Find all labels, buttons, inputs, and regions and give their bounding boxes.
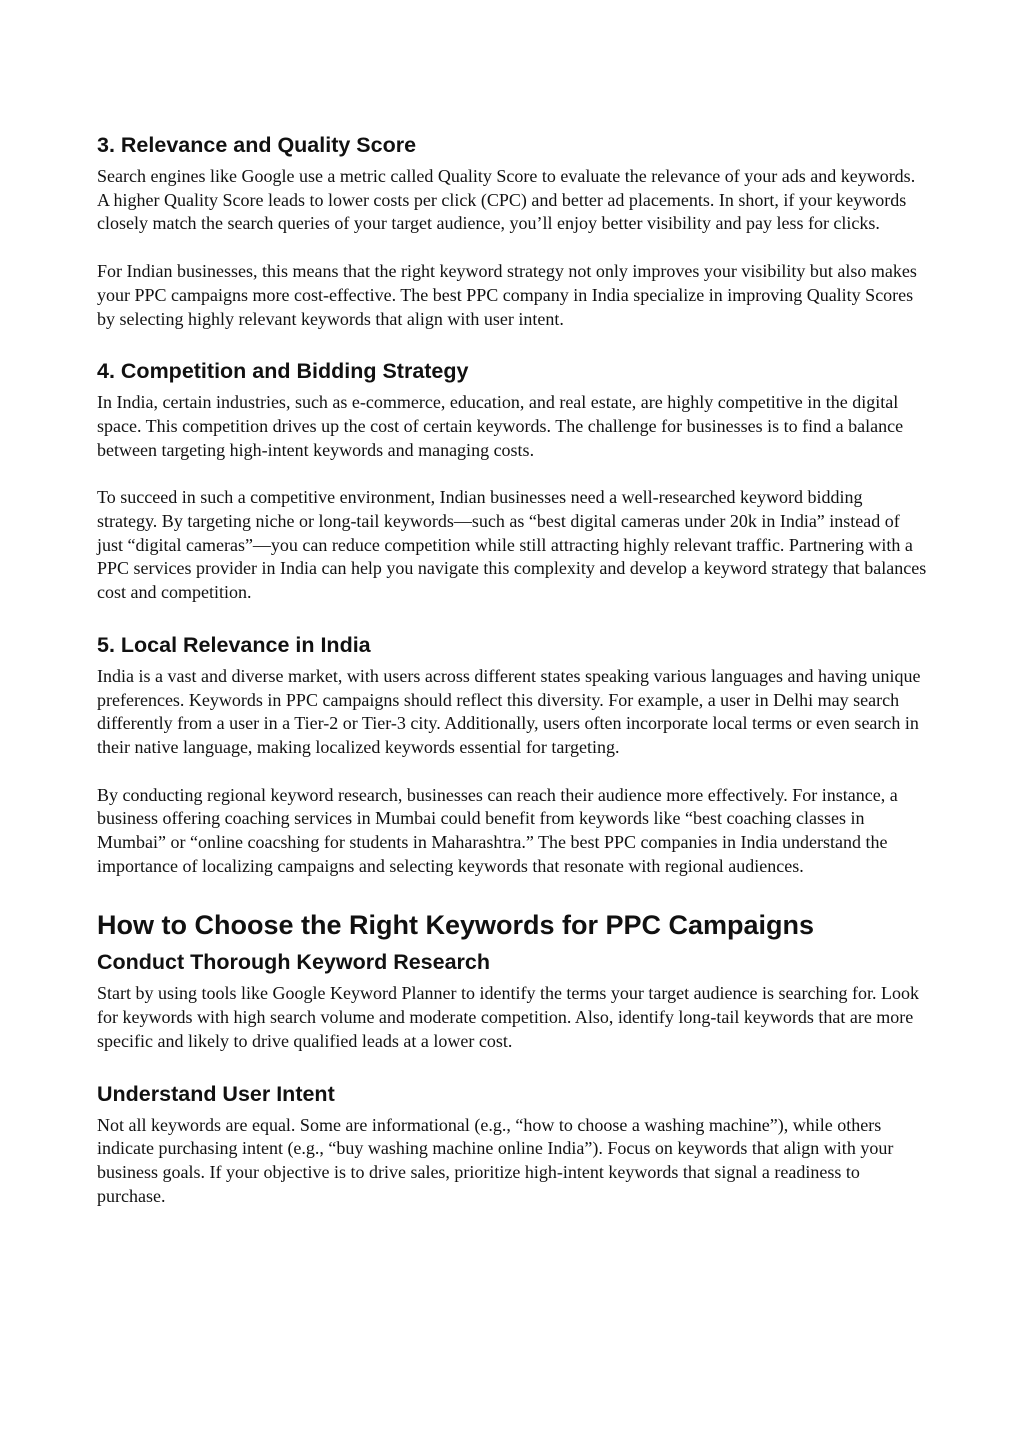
subsection-heading-keyword-research: Conduct Thorough Keyword Research <box>97 950 491 975</box>
paragraph: Start by using tools like Google Keyword Planner to identify the terms your target audience is searching for. Look for keywords with high search volume and moderate competition. Also, identify long-tail keywords that are more specific and likely to drive qualified leads at a lower cost. <box>97 983 919 1051</box>
paragraph: By conducting regional keyword research, businesses can reach their audience more effectively. For instance, a business offering coaching services in Mumbai could benefit from keywords like “best coaching classes in Mumbai” or “online coacshing for students in Maharashtra.” The best PPC companies in India understand the importance of localizing campaigns and selecting keywords that resonate with regional audiences. <box>97 784 898 876</box>
paragraph: For Indian businesses, this means that the right keyword strategy not only improves your visibility but also makes your PPC campaigns more cost-effective. The best PPC company in India specialize in improving Quality Scores by selecting highly relevant keywords that align with user intent. <box>97 261 917 329</box>
main-heading: How to Choose the Right Keywords for PPC Campaigns <box>97 910 815 941</box>
paragraph: India is a vast and diverse market, with users across different states speaking various languages and having unique preferences. Keywords in PPC campaigns should reflect this diversity. For example, a user in Delhi may search differently from a user in a Tier-2 or Tier-3 city. Additionally, users often incorporate local terms or even search in their native language, making localized keywords essential for targeting. <box>97 665 921 757</box>
document-page <box>97 131 927 1208</box>
section-heading-quality-score: 3. Relevance and Quality Score <box>97 133 417 157</box>
paragraph: Search engines like Google use a metric called Quality Score to evaluate the relevance of your ads and keywords. A higher Quality Score leads to lower costs per click (CPC) and better ad placements. In short, if your keywords closely match the search queries of your target audience, you’ll enjoy better visibility and pay less for clicks. <box>97 166 916 234</box>
section-heading-competition: 4. Competition and Bidding Strategy <box>97 359 469 384</box>
section-heading-local-relevance: 5. Local Relevance in India <box>97 632 371 657</box>
subsection-heading-user-intent: Understand User Intent <box>97 1081 335 1106</box>
paragraph: In India, certain industries, such as e-commerce, education, and real estate, are highly competitive in the digital space. This competition drives up the cost of certain keywords. The challenge for businesses is to find a balance between targeting high-intent keywords and managing costs. <box>97 392 904 460</box>
paragraph: Not all keywords are equal. Some are informational (e.g., “how to choose a washing machine”), while others indicate purchasing intent (e.g., “buy washing machine online India”). Focus on keywords that align with your business goals. If your objective is to drive sales, prioritize high-intent keywords that signal a readiness to purchase. <box>97 1114 894 1206</box>
paragraph: To succeed in such a competitive environment, Indian businesses need a well-researched keyword bidding strategy. By targeting niche or long-tail keywords—such as “best digital cameras under 20k in India” instead of just “digital cameras”—you can reduce competition while still attracting highly relevant traffic. Partnering with a PPC services provider in India can help you navigate this complexity and develop a keyword strategy that balances cost and competition. <box>97 487 927 603</box>
